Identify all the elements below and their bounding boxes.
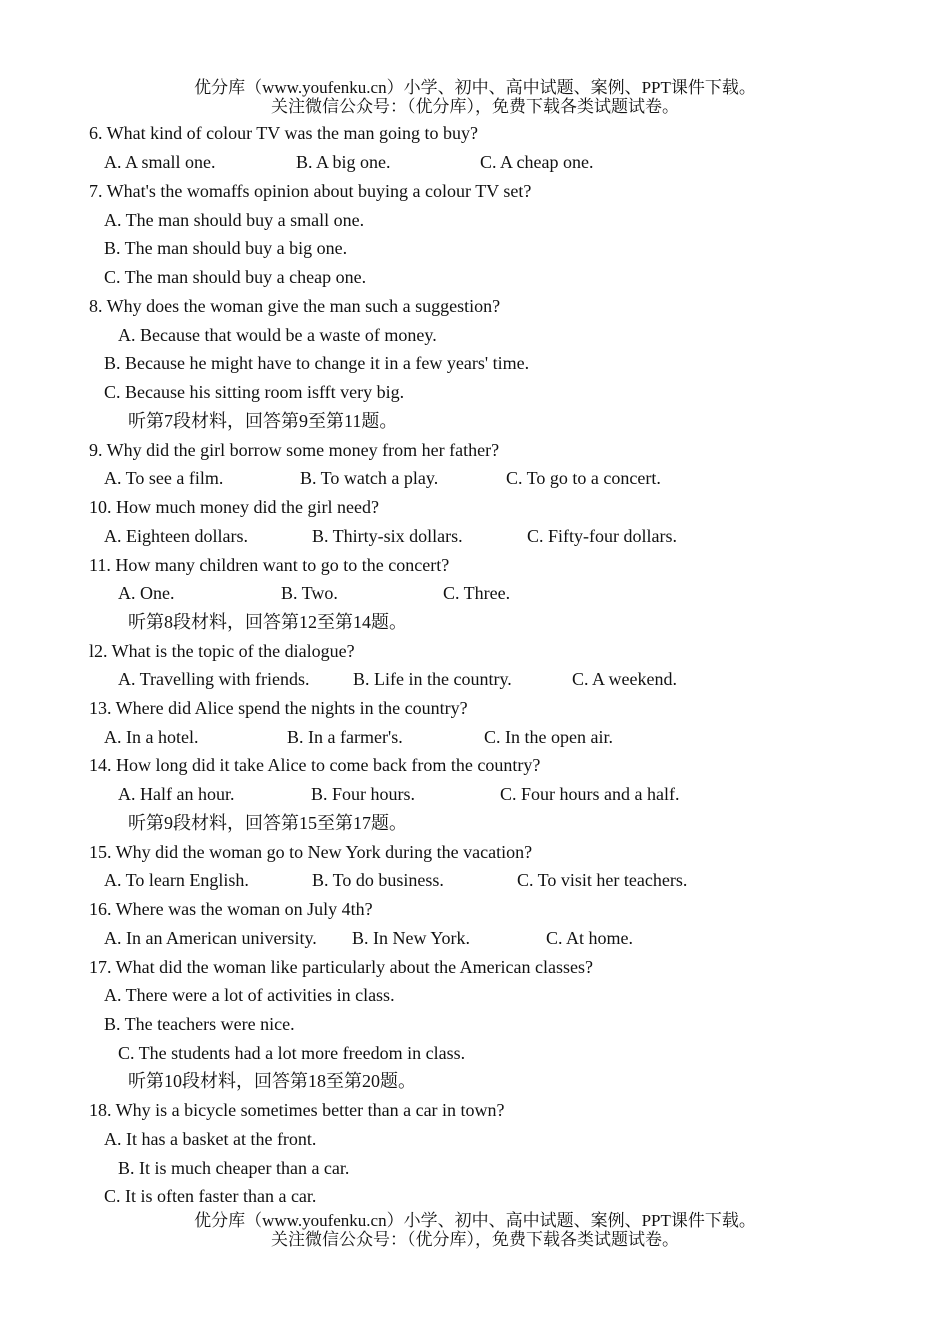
- question-16: 16. Where was the woman on July 4th?: [89, 899, 373, 919]
- question-13: 13. Where did Alice spend the nights in the country?: [89, 698, 468, 718]
- q10-option-b: B. Thirty-six dollars.: [312, 526, 463, 546]
- header-line-1: 优分库（www.youfenku.cn）小学、初中、高中试题、案例、PPT课件下载。: [194, 78, 756, 97]
- q9-option-c: C. To go to a concert.: [506, 468, 661, 488]
- q14-option-a: A. Half an hour.: [118, 784, 235, 804]
- q11-option-a: A. One.: [118, 583, 175, 603]
- q15-option-c: C. To visit her teachers.: [517, 870, 688, 890]
- question-17: 17. What did the woman like particularly about the American classes?: [89, 957, 594, 977]
- q8-option-b: B. Because he might have to change it in a few years' time.: [104, 353, 530, 373]
- q16-option-c: C. At home.: [546, 928, 634, 948]
- q16-option-a: A. In an American university.: [104, 928, 317, 948]
- q15-option-b: B. To do business.: [312, 870, 444, 890]
- q17-option-b: B. The teachers were nice.: [104, 1014, 295, 1034]
- q14-option-c: C. Four hours and a half.: [500, 784, 680, 804]
- page-header: [0, 78, 950, 116]
- q10-option-c: C. Fifty-four dollars.: [527, 526, 677, 546]
- q12-option-a: A. Travelling with friends.: [118, 669, 310, 689]
- question-15: 15. Why did the woman go to New York during the vacation?: [89, 842, 533, 862]
- q6-option-b: B. A big one.: [296, 152, 391, 172]
- question-14: 14. How long did it take Alice to come back from the country?: [89, 755, 541, 775]
- q8-option-a: A. Because that would be a waste of money.: [118, 325, 437, 345]
- footer-line-1: 优分库（www.youfenku.cn）小学、初中、高中试题、案例、PPT课件下载。: [194, 1211, 756, 1230]
- section-8-instruction: 听第8段材料，回答第12至第14题。: [128, 612, 407, 632]
- q12-option-c: C. A weekend.: [572, 669, 677, 689]
- question-18: 18. Why is a bicycle sometimes better than a car in town?: [89, 1100, 505, 1120]
- question-10: 10. How much money did the girl need?: [89, 497, 379, 517]
- header-line-2: 关注微信公众号：（优分库），免费下载各类试题试卷。: [271, 97, 679, 116]
- q13-option-a: A. In a hotel.: [104, 727, 199, 747]
- q14-option-b: B. Four hours.: [311, 784, 416, 804]
- section-9-instruction: 听第9段材料，回答第15至第17题。: [128, 813, 407, 833]
- question-11: 11. How many children want to go to the concert?: [89, 555, 450, 575]
- q7-option-c: C. The man should buy a cheap one.: [104, 267, 367, 287]
- q6-option-a: A. A small one.: [104, 152, 216, 172]
- section-10-instruction: 听第10段材料，回答第18至第20题。: [128, 1071, 416, 1091]
- section-7-instruction: 听第7段材料，回答第9至第11题。: [128, 411, 398, 431]
- q13-option-c: C. In the open air.: [484, 727, 613, 747]
- question-7: 7. What's the womaffs opinion about buying a colour TV set?: [89, 181, 532, 201]
- question-8: 8. Why does the woman give the man such a suggestion?: [89, 296, 501, 316]
- footer-line-2: 关注微信公众号：（优分库），免费下载各类试题试卷。: [271, 1230, 679, 1249]
- q13-option-b: B. In a farmer's.: [287, 727, 403, 747]
- q18-option-a: A. It has a basket at the front.: [104, 1129, 317, 1149]
- q16-option-b: B. In New York.: [352, 928, 471, 948]
- question-6: 6. What kind of colour TV was the man going to buy?: [89, 123, 478, 143]
- q7-option-b: B. The man should buy a big one.: [104, 238, 348, 258]
- q18-option-c: C. It is often faster than a car.: [104, 1186, 317, 1206]
- q18-option-b: B. It is much cheaper than a car.: [118, 1158, 350, 1178]
- q12-option-b: B. Life in the country.: [353, 669, 512, 689]
- q15-option-a: A. To learn English.: [104, 870, 249, 890]
- q10-option-a: A. Eighteen dollars.: [104, 526, 248, 546]
- q6-option-c: C. A cheap one.: [480, 152, 594, 172]
- q17-option-a: A. There were a lot of activities in class.: [104, 985, 395, 1005]
- q7-option-a: A. The man should buy a small one.: [104, 210, 365, 230]
- q11-option-b: B. Two.: [281, 583, 338, 603]
- page-footer: [0, 1211, 950, 1249]
- q9-option-a: A. To see a film.: [104, 468, 224, 488]
- q9-option-b: B. To watch a play.: [300, 468, 439, 488]
- q8-option-c: C. Because his sitting room isfft very big.: [104, 382, 405, 402]
- q17-option-c: C. The students had a lot more freedom in class.: [118, 1043, 466, 1063]
- question-12: l2. What is the topic of the dialogue?: [89, 641, 355, 661]
- question-9: 9. Why did the girl borrow some money from her father?: [89, 440, 500, 460]
- q11-option-c: C. Three.: [443, 583, 511, 603]
